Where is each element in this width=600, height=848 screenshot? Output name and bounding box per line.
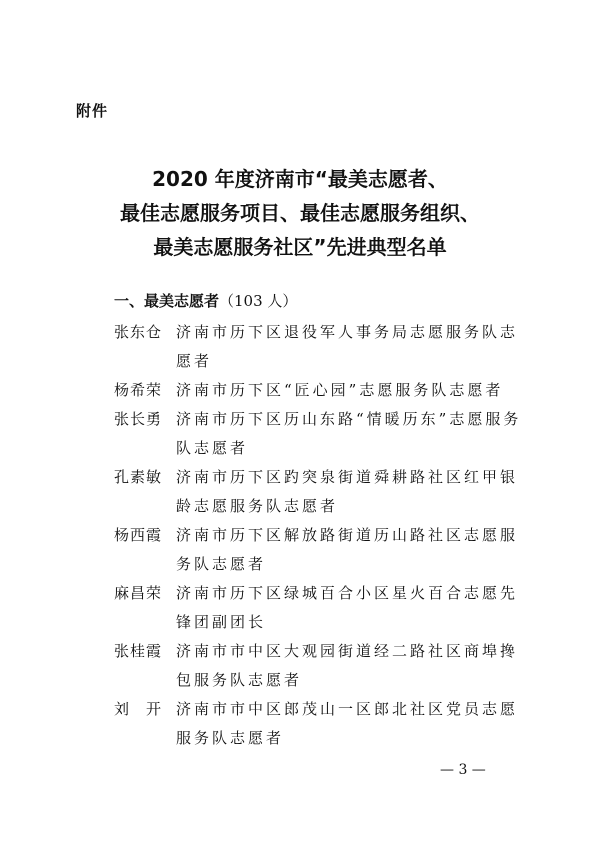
volunteer-description: 济南市市中区大观园街道经二路社区商埠搀包服务队志愿者 — [176, 642, 519, 689]
volunteer-name: 张桂霞 — [114, 642, 163, 660]
volunteer-description: 济南市历下区趵突泉街道舜耕路社区红甲银龄志愿服务队志愿者 — [176, 468, 519, 515]
list-item — [114, 405, 534, 463]
volunteer-description: 济南市历下区绿城百合小区星火百合志愿先锋团副团长 — [176, 584, 519, 631]
volunteer-name: 杨西霞 — [114, 526, 163, 544]
section-heading — [114, 290, 297, 311]
document-title — [60, 162, 540, 264]
volunteer-name: 刘 开 — [114, 700, 163, 718]
list-item — [114, 579, 534, 637]
volunteer-description: 济南市历下区解放路街道历山路社区志愿服务队志愿者 — [176, 526, 519, 573]
volunteer-description: 济南市历下区退役军人事务局志愿服务队志愿者 — [176, 323, 519, 370]
section-title: 一、最美志愿者 — [114, 292, 220, 310]
list-item — [114, 521, 534, 579]
list-item — [114, 695, 534, 753]
volunteer-list — [114, 318, 534, 753]
volunteer-description: 济南市历下区“匠心园”志愿服务队志愿者 — [176, 381, 504, 399]
title-line-2: 最佳志愿服务项目、最佳志愿服务组织、 — [120, 201, 480, 225]
section-count: （103 人） — [219, 292, 298, 310]
volunteer-name: 麻昌荣 — [114, 584, 163, 602]
list-item — [114, 463, 534, 521]
volunteer-name: 张东仓 — [114, 323, 163, 341]
volunteer-name: 杨希荣 — [114, 381, 163, 399]
list-item — [114, 318, 534, 376]
attachment-label: 附件 — [76, 102, 109, 120]
volunteer-name: 张长勇 — [114, 410, 163, 428]
list-item — [114, 637, 534, 695]
list-item — [114, 376, 534, 405]
volunteer-name: 孔素敏 — [114, 468, 163, 486]
page-number: — 3 — — [440, 762, 486, 778]
volunteer-description: 济南市历下区历山东路“情暖历东”志愿服务队志愿者 — [176, 410, 522, 457]
volunteer-description: 济南市市中区郎茂山一区郎北社区党员志愿服务队志愿者 — [176, 700, 519, 747]
title-line-1: 2020 年度济南市“最美志愿者、 — [152, 167, 448, 191]
title-line-3: 最美志愿服务社区”先进典型名单 — [153, 235, 447, 259]
